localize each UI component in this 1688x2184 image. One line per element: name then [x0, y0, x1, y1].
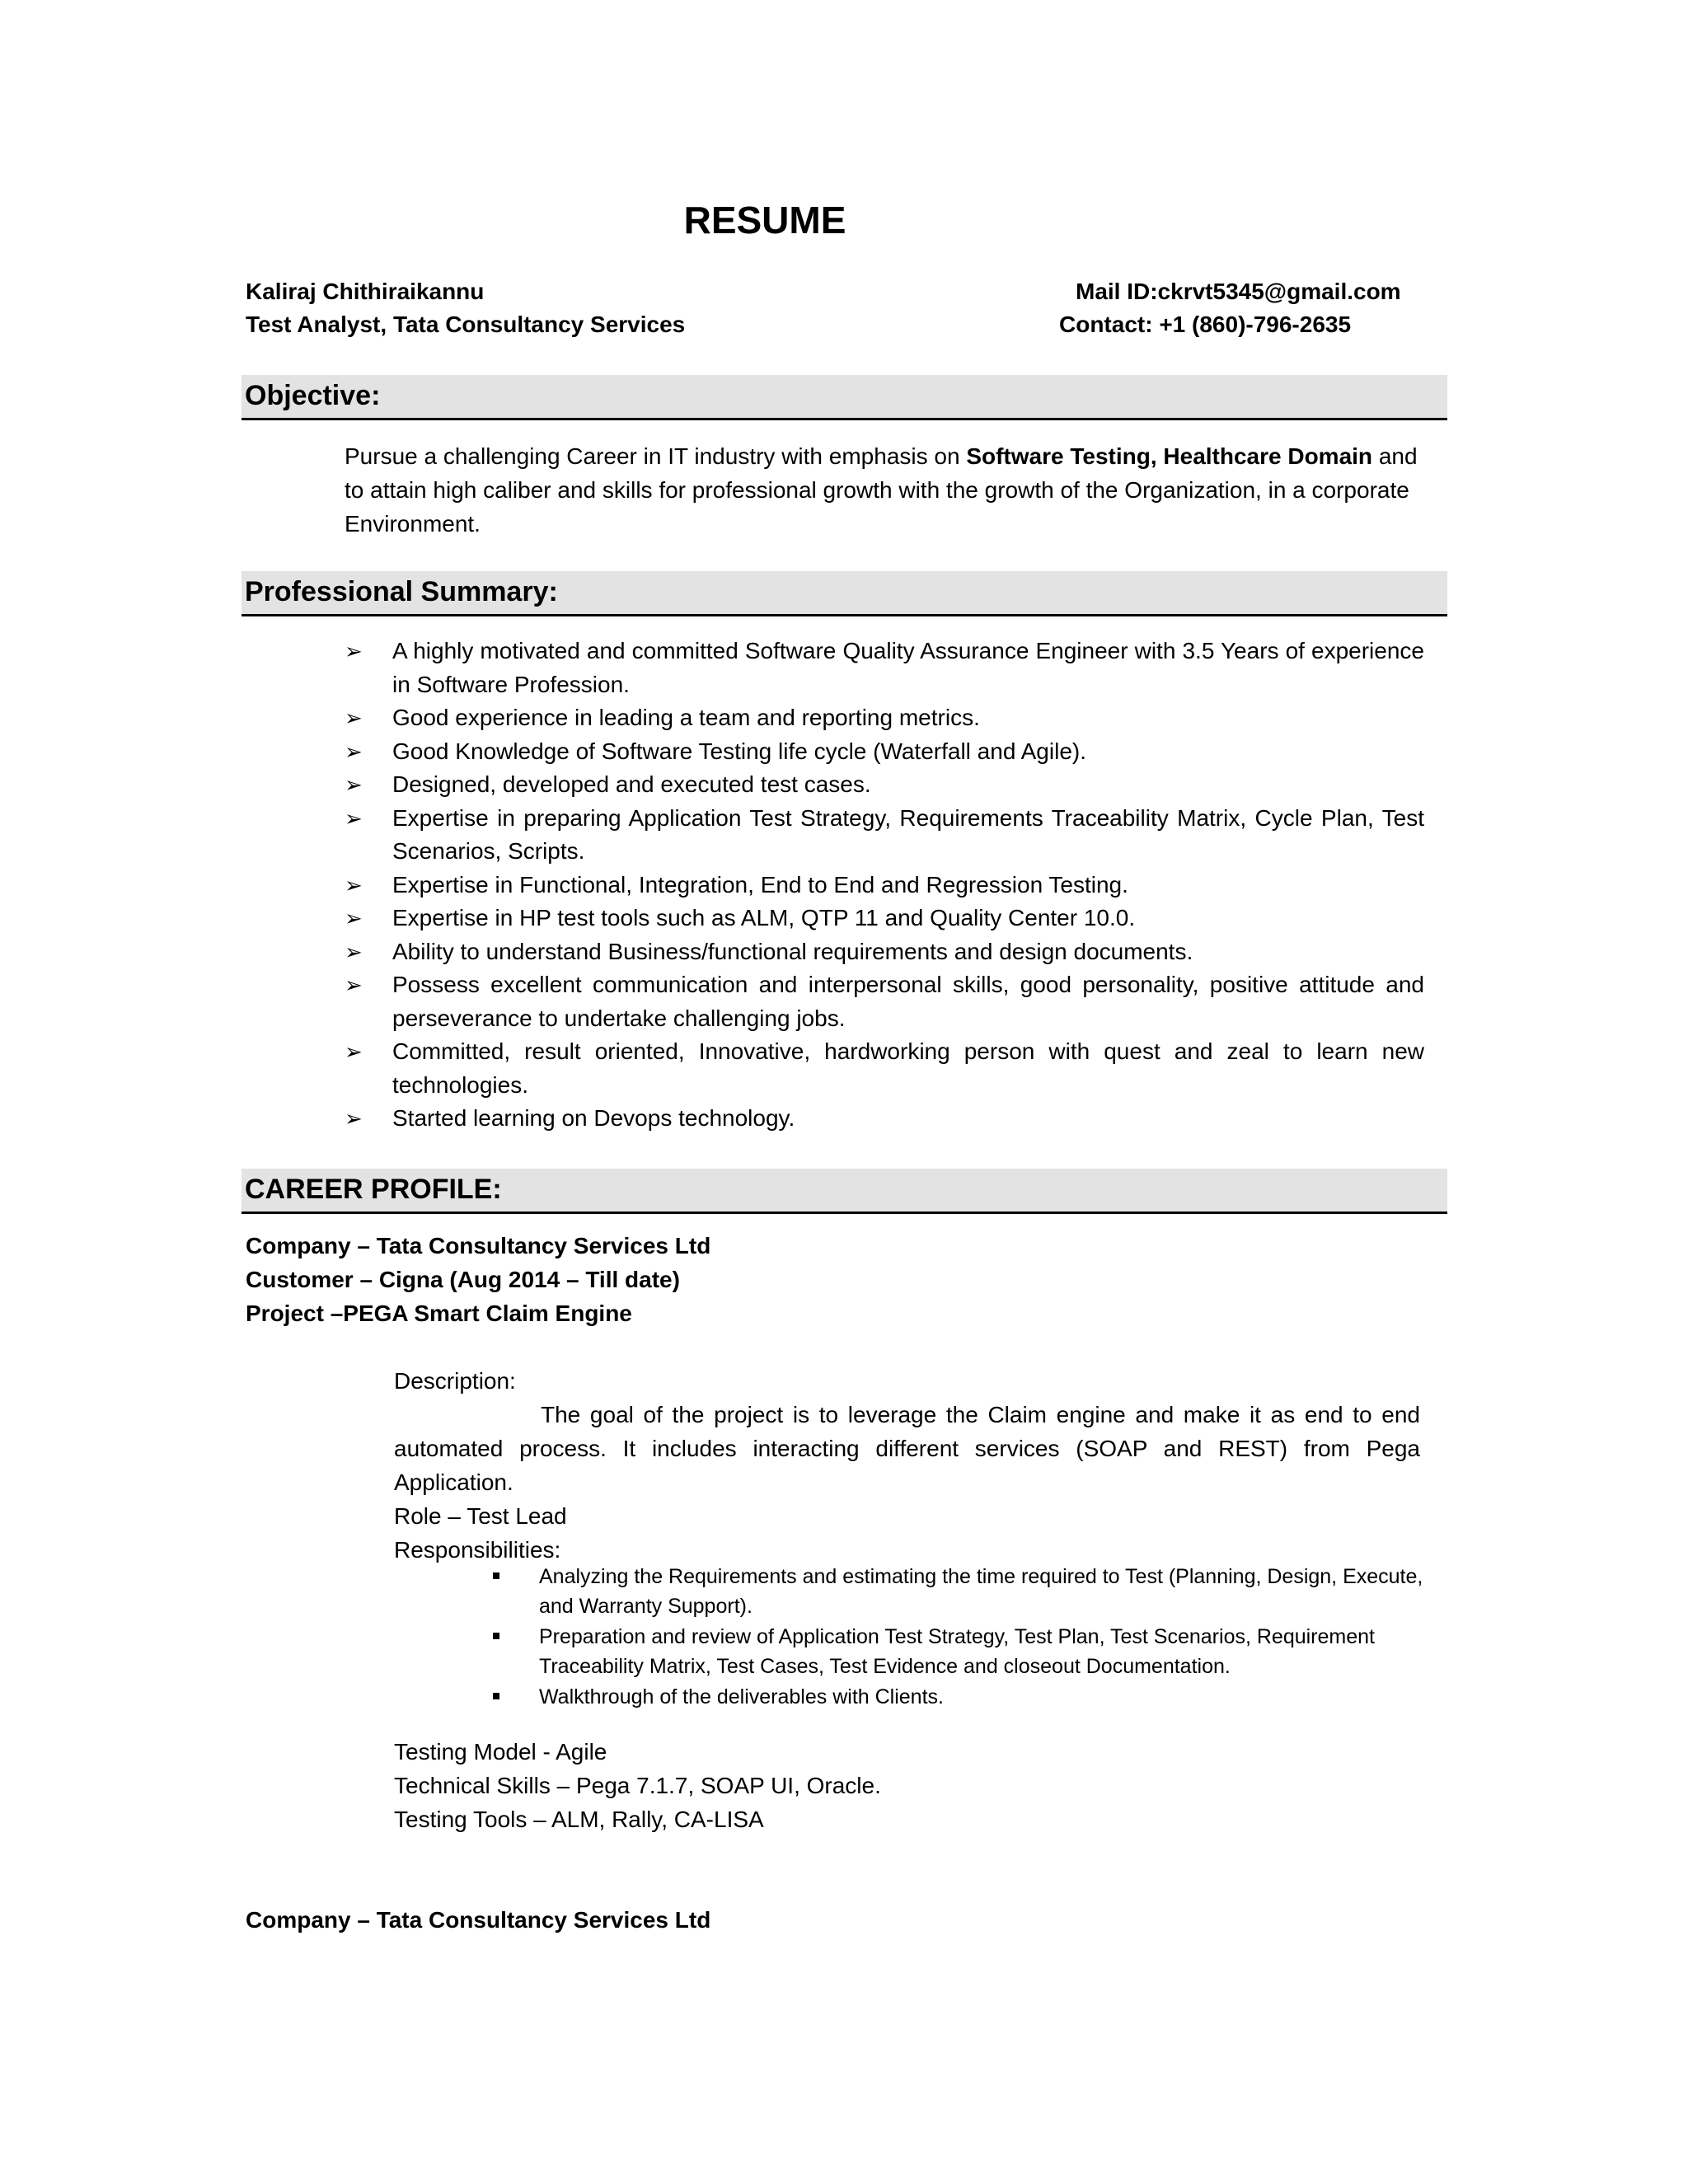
arrow-bullet-icon: ➢: [345, 705, 363, 730]
summary-item: ➢ A highly motivated and committed Software Quality Assurance Engineer with 3.5 Years of experience in Software Profession.: [345, 635, 1424, 701]
objective-heading: Objective:: [245, 380, 381, 411]
responsibility-item: Walkthrough of the deliverables with Clients.: [493, 1682, 1424, 1712]
objective-text: Pursue a challenging Career in IT industry with emphasis on Software Testing, Healthcare Domain and to attain high caliber and skills for professional growth with the growth of the Organization, in a corporate Environment.: [345, 443, 1418, 537]
objective-section-header: [241, 375, 1447, 420]
responsibility-item: Analyzing the Requirements and estimating the time required to Test (Planning, Design, Execute, and Warranty Support).: [493, 1562, 1424, 1621]
project-description: [394, 1364, 1420, 1567]
technical-skills-line: Technical Skills – Pega 7.1.7, SOAP UI, Oracle.: [394, 1773, 881, 1798]
company-line: Company – Tata Consultancy Services Ltd: [246, 1233, 711, 1258]
responsibilities-list: [493, 1562, 1424, 1713]
document-title: RESUME: [683, 199, 846, 241]
description-text: The goal of the project is to leverage the Claim engine and make it as end to end automated process. It includes interacting different services (SOAP and REST) from Pega Application.: [394, 1402, 1420, 1495]
summary-item: ➢ Good Knowledge of Software Testing life cycle (Waterfall and Agile).: [345, 735, 1424, 769]
summary-section-header: [241, 571, 1447, 616]
customer-line: Customer – Cigna (Aug 2014 – Till date): [246, 1267, 680, 1292]
arrow-bullet-icon: ➢: [345, 772, 363, 797]
summary-item: ➢ Expertise in HP test tools such as ALM, QTP 11 and Quality Center 10.0.: [345, 902, 1424, 935]
career-section-header: [241, 1169, 1447, 1214]
next-company-line: Company – Tata Consultancy Services Ltd: [246, 1907, 711, 1933]
testing-tools-line: Testing Tools – ALM, Rally, CA-LISA: [394, 1807, 764, 1832]
arrow-bullet-icon: ➢: [345, 738, 363, 764]
contact-number: Contact: +1 (860)-796-2635: [1059, 312, 1352, 337]
arrow-bullet-icon: ➢: [345, 1106, 363, 1131]
testing-model-line: Testing Model - Agile: [394, 1739, 607, 1765]
summary-list: [345, 635, 1424, 1136]
summary-item: ➢ Committed, result oriented, Innovative, hardworking person with quest and zeal to learn new technologies.: [345, 1035, 1424, 1102]
candidate-role: Test Analyst, Tata Consultancy Services: [246, 312, 686, 337]
email-address: Mail ID:ckrvt5345@gmail.com: [1076, 279, 1401, 304]
summary-item: ➢ Expertise in preparing Application Test Strategy, Requirements Traceability Matrix, Cycle Plan, Test Scenarios, Scripts.: [345, 802, 1424, 869]
summary-item: ➢ Started learning on Devops technology.: [345, 1102, 1424, 1136]
responsibilities-label: Responsibilities:: [394, 1537, 561, 1563]
career-heading: CAREER PROFILE:: [245, 1174, 502, 1205]
summary-item: ➢ Expertise in Functional, Integration, End to End and Regression Testing.: [345, 869, 1424, 902]
arrow-bullet-icon: ➢: [345, 639, 363, 663]
role-line: Role – Test Lead: [394, 1503, 567, 1529]
summary-item: ➢ Ability to understand Business/functional requirements and design documents.: [345, 935, 1424, 969]
candidate-name: Kaliraj Chithiraikannu: [246, 279, 485, 304]
objective-emphasis: Software Testing, Healthcare Domain: [966, 443, 1373, 469]
arrow-bullet-icon: ➢: [345, 939, 363, 964]
summary-heading: Professional Summary:: [245, 576, 558, 607]
project-line: Project –PEGA Smart Claim Engine: [246, 1301, 632, 1326]
square-bullet-icon: [493, 1633, 499, 1639]
summary-item: ➢ Designed, developed and executed test cases.: [345, 768, 1424, 802]
square-bullet-icon: [493, 1572, 499, 1579]
arrow-bullet-icon: ➢: [345, 872, 363, 898]
summary-item: ➢ Good experience in leading a team and reporting metrics.: [345, 701, 1424, 735]
description-label: Description:: [394, 1368, 516, 1394]
arrow-bullet-icon: ➢: [345, 805, 363, 831]
responsibility-item: Preparation and review of Application Test Strategy, Test Plan, Test Scenarios, Requirement Traceability Matrix, Test Cases, Test Evidence and closeout Documentation.: [493, 1622, 1424, 1681]
arrow-bullet-icon: ➢: [345, 1039, 363, 1064]
square-bullet-icon: [493, 1693, 499, 1699]
arrow-bullet-icon: ➢: [345, 906, 363, 930]
summary-item: ➢ Possess excellent communication and interpersonal skills, good personality, positive attitude and perseverance to undertake challenging jobs.: [345, 968, 1424, 1035]
arrow-bullet-icon: ➢: [345, 972, 363, 997]
